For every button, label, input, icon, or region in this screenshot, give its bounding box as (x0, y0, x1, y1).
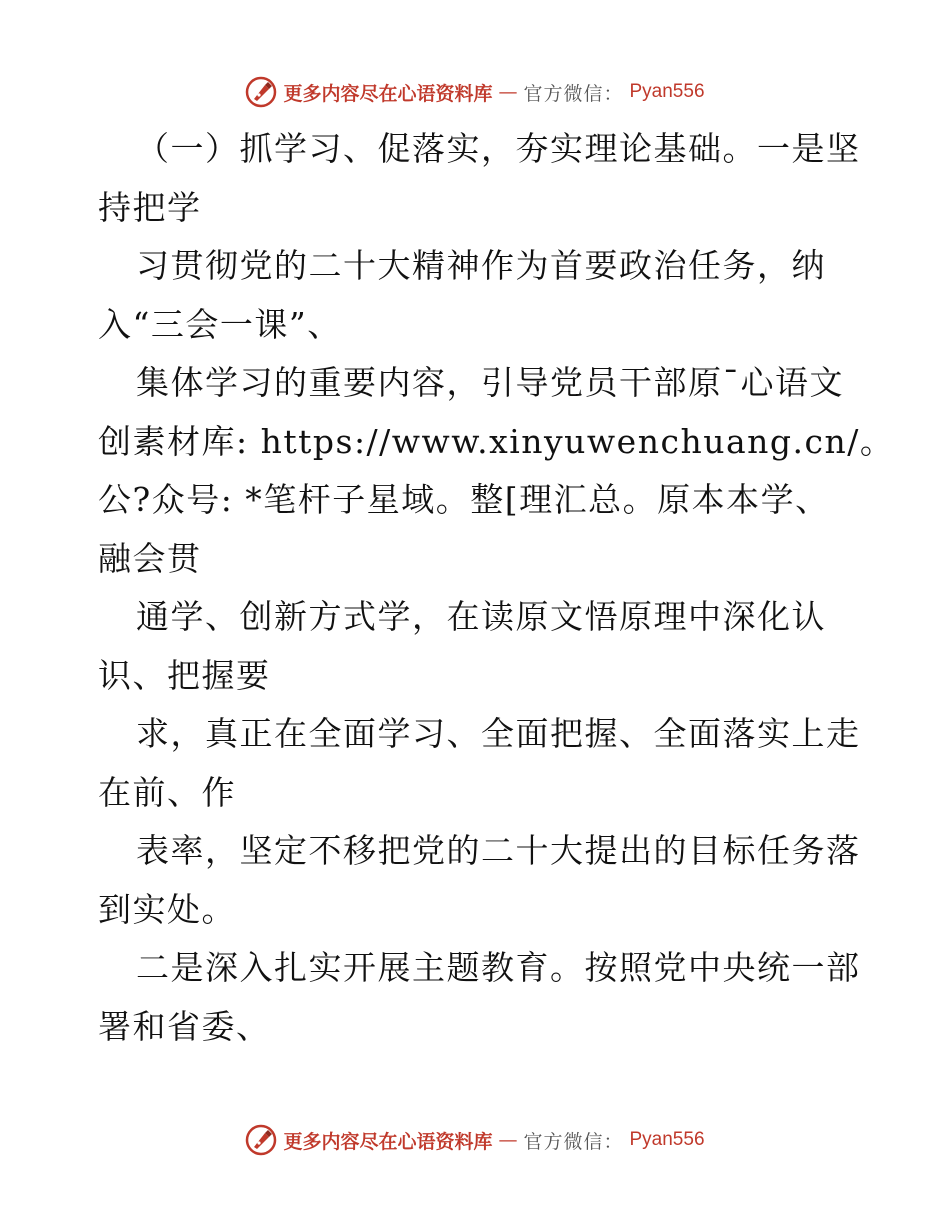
text-line: 署和省委、 (98, 1006, 271, 1046)
text-line: 求，真正在全面学习、全面把握、全面落实上走 (136, 714, 861, 753)
document-body (98, 120, 895, 1056)
header-banner (0, 72, 950, 112)
text-line: 集体学习的重要内容，引导党员干部原¯心语文 (136, 363, 844, 402)
banner-wechat-id: Pyan556 (629, 1129, 705, 1150)
text-line: 创素材库: https://www.xinyuwenchuang.cn/。 (98, 421, 895, 461)
text-line: 持把学 (98, 187, 202, 227)
text-line: 在前、作 (98, 772, 236, 812)
text-line: 到实处。 (98, 889, 236, 929)
text-line: 习贯彻党的二十大精神作为首要政治任务，纳 (136, 246, 826, 285)
text-line: 二是深入扎实开展主题教育。按照党中央统一部 (136, 948, 861, 987)
banner-sub-text: 官方微信： (523, 82, 624, 105)
fountain-pen-logo-icon (245, 76, 277, 108)
banner-main-text: 更多内容尽在心语资料库 (283, 82, 493, 105)
watermark-banner (245, 1124, 704, 1156)
banner-wechat-id: Pyan556 (629, 81, 705, 102)
text-line: 识、把握要 (98, 655, 271, 695)
footer-banner (0, 1120, 950, 1160)
text-line: （一）抓学习、促落实，夯实理论基础。一是坚 (136, 129, 861, 168)
banner-dash: — (498, 81, 518, 103)
text-line: 表率，坚定不移把党的二十大提出的目标任务落 (136, 831, 861, 870)
banner-sub-text: 官方微信： (523, 1130, 624, 1153)
text-line: 入“三会一课”、 (98, 304, 342, 344)
text-line: 融会贯 (98, 538, 202, 578)
banner-main-text: 更多内容尽在心语资料库 (283, 1130, 493, 1153)
banner-dash: — (498, 1129, 518, 1151)
watermark-banner (245, 76, 704, 108)
fountain-pen-logo-icon (245, 1124, 277, 1156)
text-line: 通学、创新方式学，在读原文悟原理中深化认 (136, 597, 826, 636)
text-line: 公?众号: *笔杆子星域。整[理汇总。原本本学、 (98, 480, 830, 519)
